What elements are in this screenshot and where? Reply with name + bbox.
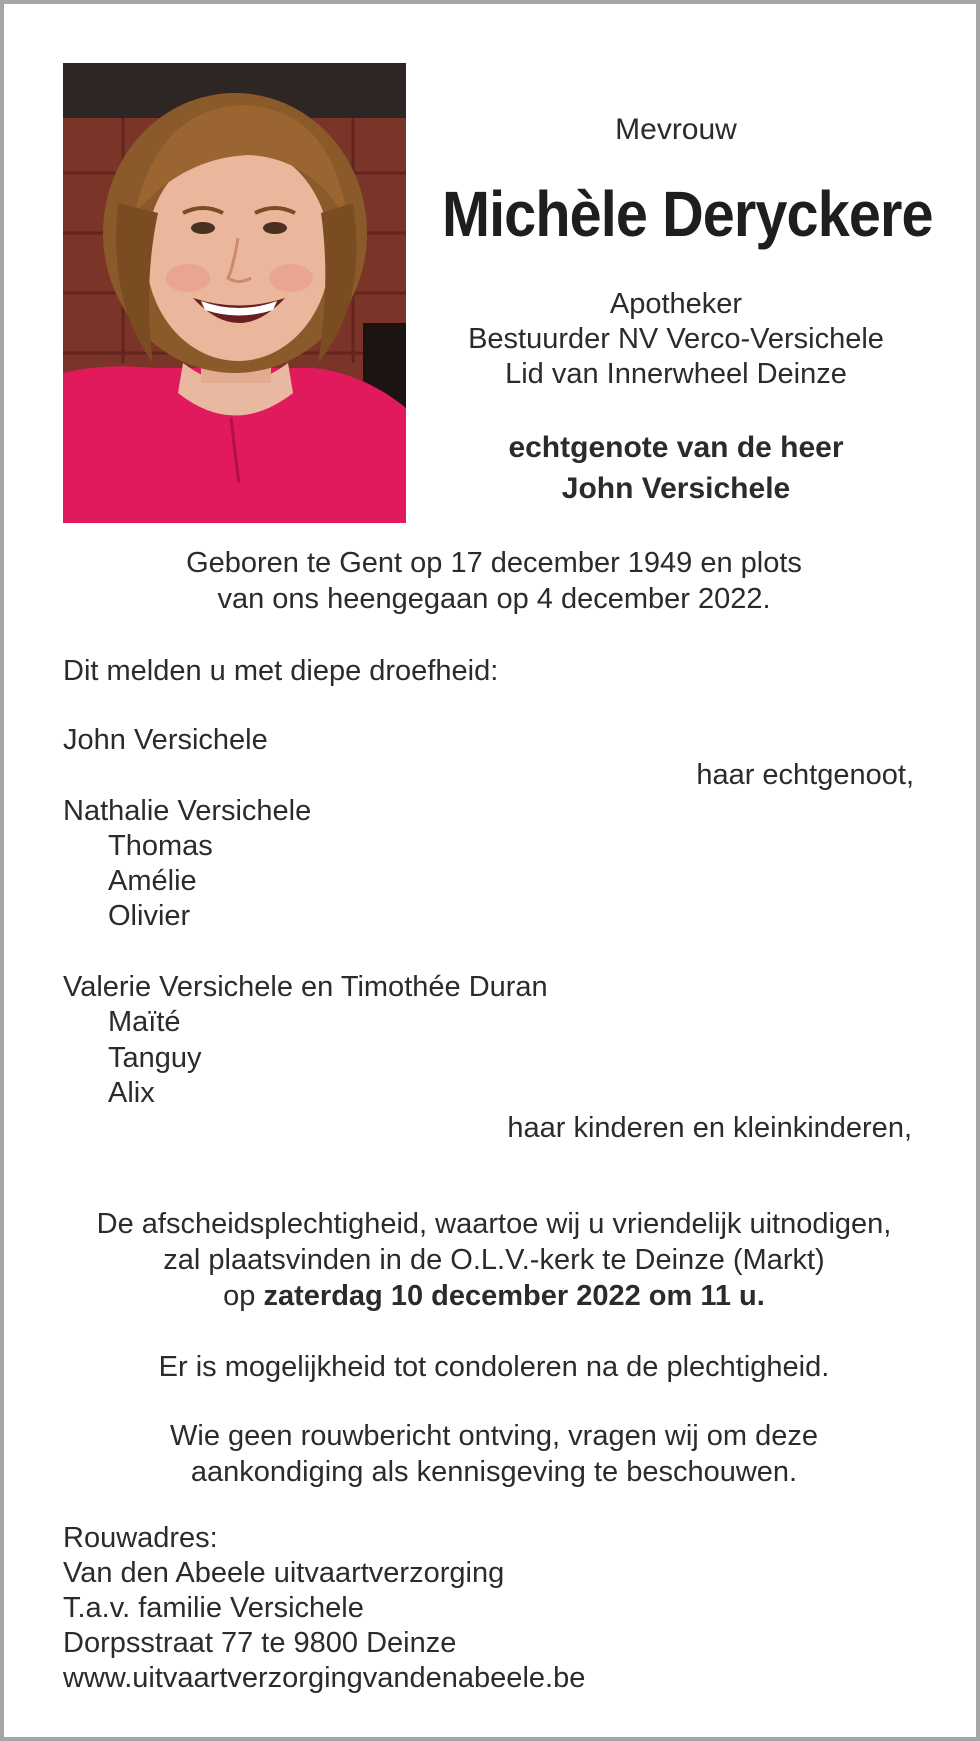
salutation: Mevrouw: [615, 113, 737, 146]
grandchild: Alix: [108, 1077, 155, 1109]
grandchild: Amélie: [108, 865, 197, 897]
family-husband: John Versichele: [63, 724, 268, 756]
role-line: Bestuurder NV Verco-Versichele: [468, 323, 884, 355]
family-child: Nathalie Versichele: [63, 795, 312, 827]
address-line: Van den Abeele uitvaartverzorging: [63, 1557, 505, 1589]
husband-relation: haar echtgenoot,: [696, 759, 914, 791]
address-label: Rouwadres:: [63, 1522, 218, 1554]
website-link[interactable]: www.uitvaartverzorgingvandenabeele.be: [63, 1662, 586, 1694]
death-line: van ons heengegaan op 4 december 2022.: [217, 583, 771, 615]
ceremony-date: zaterdag 10 december 2022 om 11 u.: [263, 1280, 765, 1312]
family-child: Valerie Versichele en Timothée Duran: [63, 971, 548, 1003]
children-relation: haar kinderen en kleinkinderen,: [507, 1112, 912, 1144]
grandchild: Maïté: [108, 1006, 181, 1038]
ceremony-date-line: [44, 1279, 944, 1314]
condolence-text: Er is mogelijkheid tot condoleren na de plechtigheid.: [158, 1351, 830, 1383]
ceremony-line: De afscheidsplechtigheid, waartoe wij u vriendelijk uitnodigen,: [96, 1208, 892, 1240]
deceased-name: Michèle Deryckere: [442, 178, 933, 250]
notice-line: Wie geen rouwbericht ontving, vragen wij om deze: [170, 1420, 818, 1452]
spouse-name: John Versichele: [561, 472, 791, 505]
role-line: Lid van Innerwheel Deinze: [505, 358, 847, 390]
portrait-photo: [63, 63, 406, 523]
notice-line: aankondiging als kennisgeving te beschouwen.: [190, 1456, 798, 1488]
grandchild: Olivier: [108, 900, 191, 932]
ceremony-prefix: op: [223, 1280, 264, 1312]
grandchild: Thomas: [108, 830, 213, 862]
spouse-line: echtgenote van de heer: [508, 431, 844, 464]
birth-line: Geboren te Gent op 17 december 1949 en plots: [186, 547, 802, 579]
intro-text: Dit melden u met diepe droefheid:: [63, 655, 499, 687]
grandchild: Tanguy: [108, 1042, 202, 1074]
ceremony-line: zal plaatsvinden in de O.L.V.-kerk te Deinze (Markt): [163, 1244, 825, 1276]
address-line: T.a.v. familie Versichele: [63, 1592, 364, 1624]
address-line: Dorpsstraat 77 te 9800 Deinze: [63, 1627, 457, 1659]
role-line: Apotheker: [609, 288, 743, 320]
